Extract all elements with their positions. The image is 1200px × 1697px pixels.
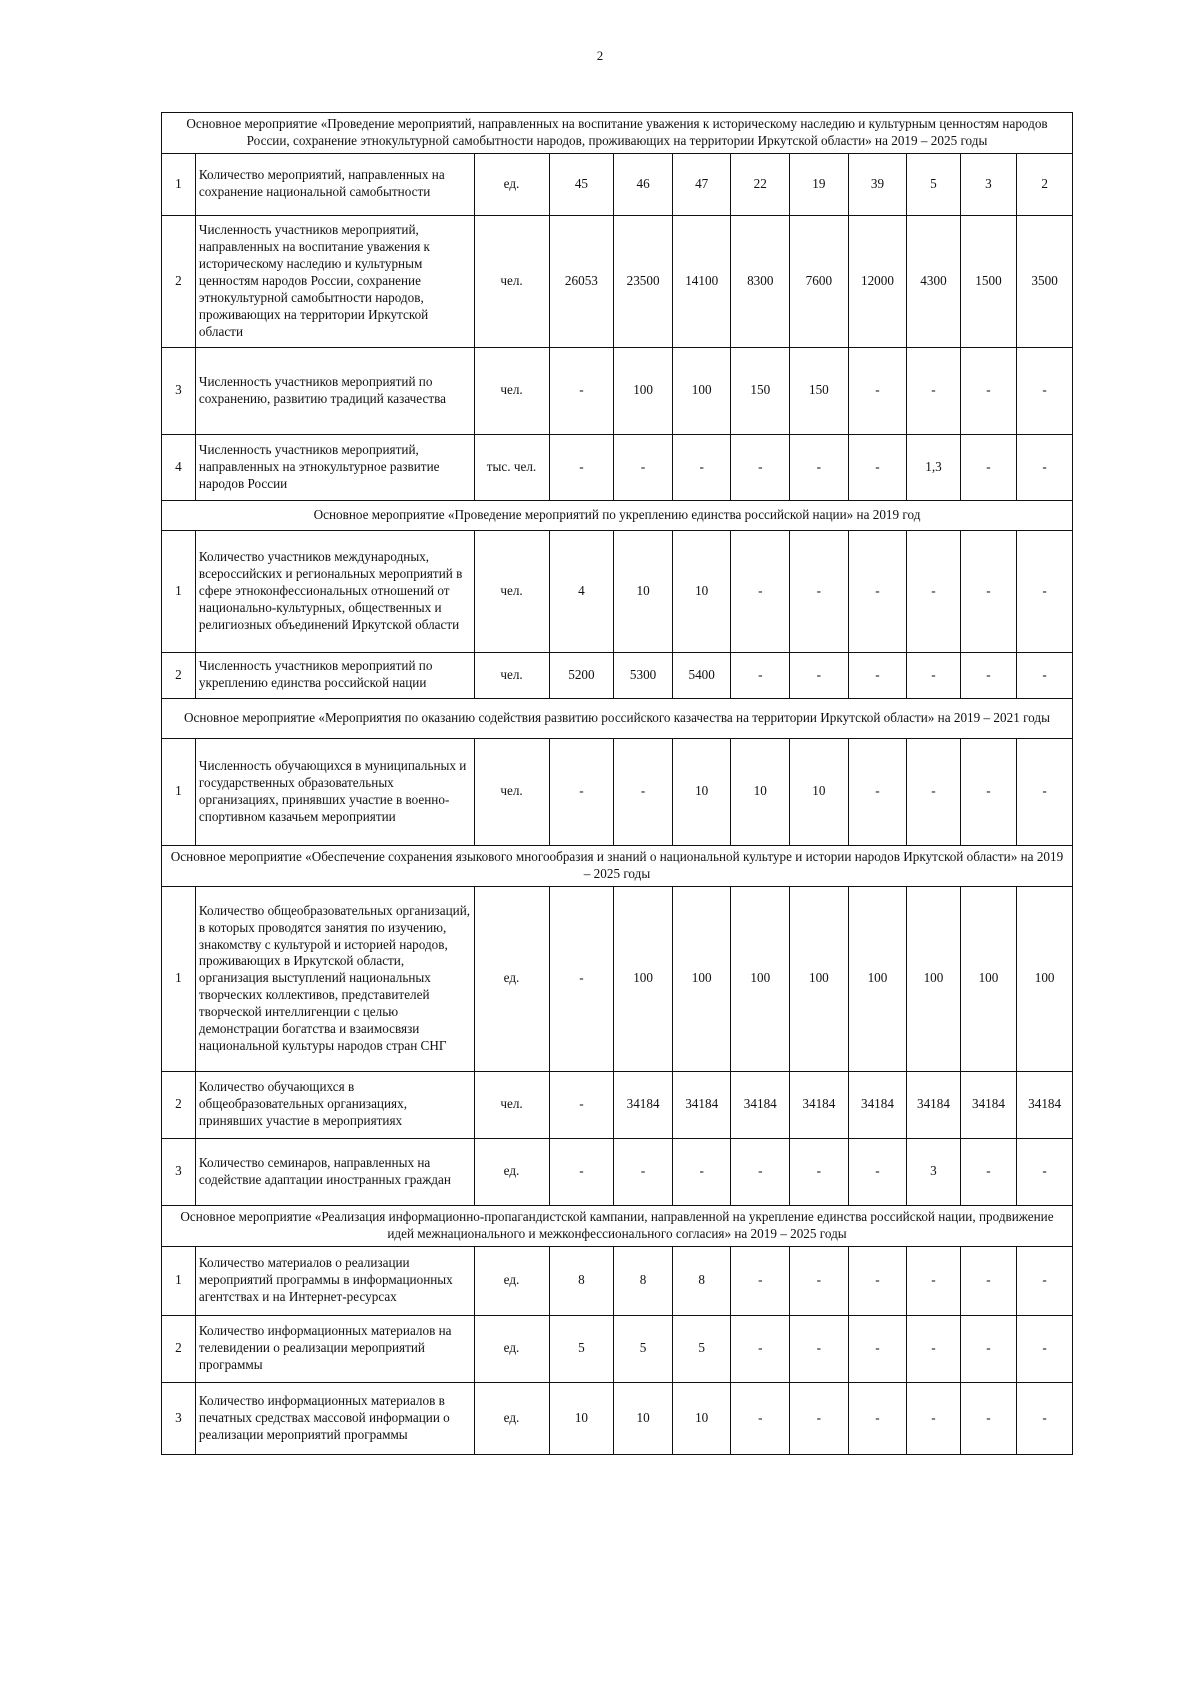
unit-of-measure: чел.	[474, 215, 549, 347]
table-row	[162, 153, 1073, 215]
indicator-value: -	[907, 738, 960, 845]
indicator-value: 3	[960, 153, 1017, 215]
indicator-value: 10	[672, 1382, 731, 1454]
indicator-value: 10	[672, 738, 731, 845]
indicator-value: 100	[672, 886, 731, 1071]
indicator-value: -	[731, 434, 790, 500]
indicator-value: 10	[614, 530, 673, 652]
indicator-value: 100	[614, 347, 673, 434]
row-number: 1	[162, 886, 196, 1071]
indicator-value: -	[960, 738, 1017, 845]
indicator-value: -	[960, 1382, 1017, 1454]
section-header	[162, 1205, 1073, 1246]
indicator-value: -	[907, 1246, 960, 1315]
indicator-value: 26053	[549, 215, 614, 347]
indicator-name: Количество информационных материалов в печатных средствах массовой информации о реализации мероприятий программы	[195, 1382, 474, 1454]
indicator-value: 34184	[614, 1071, 673, 1138]
indicator-value: -	[549, 347, 614, 434]
section-title	[162, 698, 1073, 738]
indicator-value: 3	[907, 1138, 960, 1205]
indicator-value: 22	[731, 153, 790, 215]
indicator-value: -	[960, 347, 1017, 434]
indicator-value: -	[790, 1138, 849, 1205]
indicator-value: 3500	[1017, 215, 1073, 347]
section-title-text: Основное мероприятие «Обеспечение сохранения языкового многообразия и знаний о национальной культуре и истории народов Иркутской области» на 2019 – 2025 годы	[170, 848, 1064, 881]
section-title-text: Основное мероприятие «Реализация информационно-пропагандистской кампании, направленной на укрепление единства российской нации, продвижение идей межнационального и межконфессионального согласия» на 2019 – 2025 годы	[180, 1208, 1054, 1241]
indicator-value: -	[790, 1246, 849, 1315]
indicator-value: -	[614, 738, 673, 845]
indicator-value: -	[848, 434, 907, 500]
unit-of-measure: ед.	[474, 1138, 549, 1205]
indicator-value: 100	[960, 886, 1017, 1071]
section-title	[162, 113, 1073, 154]
section-title	[162, 845, 1073, 886]
indicator-value: 100	[1017, 886, 1073, 1071]
indicator-value: -	[731, 652, 790, 698]
indicator-value: -	[907, 530, 960, 652]
indicator-value: 5300	[614, 652, 673, 698]
indicator-value: -	[790, 1315, 849, 1382]
indicator-value: -	[907, 347, 960, 434]
indicator-value: -	[1017, 1246, 1073, 1315]
indicator-value: 34184	[848, 1071, 907, 1138]
indicator-value: 100	[790, 886, 849, 1071]
unit-of-measure: ед.	[474, 153, 549, 215]
indicator-value: -	[549, 434, 614, 500]
unit-of-measure: ед.	[474, 1246, 549, 1315]
table-row	[162, 347, 1073, 434]
page-number: 2	[596, 48, 604, 63]
indicator-value: 10	[731, 738, 790, 845]
indicator-value: -	[848, 1138, 907, 1205]
indicator-value: 5	[907, 153, 960, 215]
indicator-value: 8300	[731, 215, 790, 347]
section-period: на 2019 – 2025 годы	[871, 132, 988, 148]
indicator-value: 10	[614, 1382, 673, 1454]
indicator-name: Количество семинаров, направленных на содействие адаптации иностранных граждан	[195, 1138, 474, 1205]
indicators-table	[161, 112, 1073, 1455]
indicator-value: 2	[1017, 153, 1073, 215]
indicator-value: 100	[672, 347, 731, 434]
unit-of-measure: ед.	[474, 1382, 549, 1454]
indicator-value: -	[907, 1315, 960, 1382]
row-number: 1	[162, 153, 196, 215]
indicator-value: -	[848, 1315, 907, 1382]
unit-of-measure: чел.	[474, 530, 549, 652]
indicator-value: 10	[790, 738, 849, 845]
indicator-value: 100	[848, 886, 907, 1071]
indicator-value: -	[549, 886, 614, 1071]
indicator-value: 100	[614, 886, 673, 1071]
indicator-value: -	[731, 1382, 790, 1454]
section-title	[162, 500, 1073, 530]
indicator-name: Численность участников мероприятий по сохранению, развитию традиций казачества	[195, 347, 474, 434]
indicator-value: 34184	[960, 1071, 1017, 1138]
indicator-value: 100	[731, 886, 790, 1071]
indicator-value: -	[790, 1382, 849, 1454]
indicator-value: -	[848, 652, 907, 698]
indicator-value: 8	[614, 1246, 673, 1315]
indicator-value: -	[907, 652, 960, 698]
indicator-value: -	[549, 1138, 614, 1205]
indicator-value: 34184	[672, 1071, 731, 1138]
indicator-value: -	[672, 434, 731, 500]
indicator-value: -	[1017, 652, 1073, 698]
section-title-text: Основное мероприятие «Проведение мероприятий, направленных на воспитание уважения к историческому наследию и культурным ценностям народов России, сохранение этнокультурной самобытности народов, проживающих на территории Иркутской области»	[186, 116, 1048, 148]
section-header	[162, 698, 1073, 738]
indicator-value: -	[549, 1071, 614, 1138]
table-row	[162, 1382, 1073, 1454]
indicator-value: -	[907, 1382, 960, 1454]
table-row	[162, 434, 1073, 500]
indicator-name: Численность участников мероприятий, направленных на этнокультурное развитие народов России	[195, 434, 474, 500]
table-row	[162, 215, 1073, 347]
table-row	[162, 1246, 1073, 1315]
indicator-value: -	[960, 434, 1017, 500]
indicator-value: -	[848, 347, 907, 434]
indicator-value: 45	[549, 153, 614, 215]
unit-of-measure: чел.	[474, 347, 549, 434]
section-title-text: Основное мероприятие «Проведение мероприятий по укреплению единства российской нации» на 2019 год	[313, 506, 921, 522]
indicator-name: Количество участников международных, всероссийских и региональных мероприятий в сфере этноконфессиональных отношений от национально-культурных, общественных и религиозных объединений Иркутской области	[195, 530, 474, 652]
indicator-value: -	[960, 1246, 1017, 1315]
row-number: 2	[162, 1315, 196, 1382]
indicator-value: 150	[790, 347, 849, 434]
indicator-value: 5200	[549, 652, 614, 698]
row-number: 2	[162, 652, 196, 698]
indicator-value: 39	[848, 153, 907, 215]
indicator-value: 5	[549, 1315, 614, 1382]
table-row	[162, 738, 1073, 845]
indicator-value: -	[1017, 1382, 1073, 1454]
indicator-value: 23500	[614, 215, 673, 347]
indicator-name: Численность участников мероприятий, направленных на воспитание уважения к историческому наследию и культурным ценностям народов России, сохранение этнокультурной самобытности народов, проживающих на территории Иркутской области	[195, 215, 474, 347]
indicator-value: 1,3	[907, 434, 960, 500]
indicator-value: -	[1017, 1315, 1073, 1382]
indicator-value: 34184	[907, 1071, 960, 1138]
indicator-value: 34184	[1017, 1071, 1073, 1138]
indicator-value: -	[960, 652, 1017, 698]
indicator-value: -	[1017, 530, 1073, 652]
indicator-value: -	[960, 530, 1017, 652]
indicator-value: 34184	[731, 1071, 790, 1138]
indicator-value: -	[960, 1315, 1017, 1382]
indicator-name: Количество общеобразовательных организаций, в которых проводятся занятия по изучению, знакомству с культурой и историей народов, проживающих в Иркутской области, организация выступлений национальных творческих коллективов, представителей творческой интеллигенции с целью демонстрации богатства и взаимосвязи национальной культуры народов стран СНГ	[195, 886, 474, 1071]
indicator-value: 8	[672, 1246, 731, 1315]
indicator-name: Количество мероприятий, направленных на сохранение национальной самобытности	[195, 153, 474, 215]
indicator-value: -	[960, 1138, 1017, 1205]
section-header	[162, 500, 1073, 530]
section-title-text: Основное мероприятие «Мероприятия по оказанию содействия развитию российского казачества на территории Иркутской области» на 2019 – 2021 годы	[184, 709, 1050, 725]
row-number: 2	[162, 1071, 196, 1138]
table-row	[162, 1071, 1073, 1138]
indicator-value: -	[790, 434, 849, 500]
table-row	[162, 652, 1073, 698]
indicator-value: 5	[672, 1315, 731, 1382]
indicator-value: 14100	[672, 215, 731, 347]
indicator-value: 4	[549, 530, 614, 652]
indicator-value: 12000	[848, 215, 907, 347]
unit-of-measure: чел.	[474, 738, 549, 845]
table-row	[162, 1315, 1073, 1382]
indicator-name: Численность участников мероприятий по укреплению единства российской нации	[195, 652, 474, 698]
indicator-value: -	[549, 738, 614, 845]
indicator-value: 10	[672, 530, 731, 652]
unit-of-measure: тыс. чел.	[474, 434, 549, 500]
indicator-value: -	[731, 1138, 790, 1205]
indicator-value: 8	[549, 1246, 614, 1315]
section-header	[162, 113, 1073, 154]
table-row	[162, 530, 1073, 652]
indicator-name: Количество материалов о реализации мероприятий программы в информационных агентствах и на Интернет-ресурсах	[195, 1246, 474, 1315]
indicator-value: -	[614, 1138, 673, 1205]
indicator-value: -	[790, 530, 849, 652]
indicator-value: -	[731, 1246, 790, 1315]
indicator-value: -	[790, 652, 849, 698]
section-title	[162, 1205, 1073, 1246]
indicator-value: -	[731, 530, 790, 652]
indicator-value: 46	[614, 153, 673, 215]
indicator-value: -	[848, 738, 907, 845]
indicator-name: Количество информационных материалов на телевидении о реализации мероприятий программы	[195, 1315, 474, 1382]
indicator-value: 150	[731, 347, 790, 434]
row-number: 1	[162, 738, 196, 845]
unit-of-measure: чел.	[474, 1071, 549, 1138]
indicator-value: -	[1017, 738, 1073, 845]
indicator-value: 7600	[790, 215, 849, 347]
row-number: 3	[162, 1138, 196, 1205]
row-number: 2	[162, 215, 196, 347]
indicator-value: 47	[672, 153, 731, 215]
indicator-value: 100	[907, 886, 960, 1071]
indicator-value: 19	[790, 153, 849, 215]
unit-of-measure: ед.	[474, 1315, 549, 1382]
indicator-value: -	[848, 1382, 907, 1454]
indicator-value: 10	[549, 1382, 614, 1454]
indicator-value: 5400	[672, 652, 731, 698]
indicator-value: 4300	[907, 215, 960, 347]
indicator-value: -	[614, 434, 673, 500]
section-header	[162, 845, 1073, 886]
row-number: 4	[162, 434, 196, 500]
indicator-value: 34184	[790, 1071, 849, 1138]
indicator-value: 1500	[960, 215, 1017, 347]
indicator-value: -	[731, 1315, 790, 1382]
unit-of-measure: чел.	[474, 652, 549, 698]
indicator-value: -	[848, 530, 907, 652]
unit-of-measure: ед.	[474, 886, 549, 1071]
indicator-value: -	[1017, 434, 1073, 500]
table-row	[162, 886, 1073, 1071]
indicator-value: 5	[614, 1315, 673, 1382]
row-number: 1	[162, 530, 196, 652]
indicator-name: Численность обучающихся в муниципальных и государственных образовательных организациях, принявших участие в военно-спортивном казачьем мероприятии	[195, 738, 474, 845]
indicator-value: -	[672, 1138, 731, 1205]
table-row	[162, 1138, 1073, 1205]
row-number: 1	[162, 1246, 196, 1315]
indicator-value: -	[1017, 1138, 1073, 1205]
indicator-value: -	[848, 1246, 907, 1315]
row-number: 3	[162, 1382, 196, 1454]
indicator-value: -	[1017, 347, 1073, 434]
indicator-name: Количество обучающихся в общеобразовательных организациях, принявших участие в мероприятиях	[195, 1071, 474, 1138]
row-number: 3	[162, 347, 196, 434]
